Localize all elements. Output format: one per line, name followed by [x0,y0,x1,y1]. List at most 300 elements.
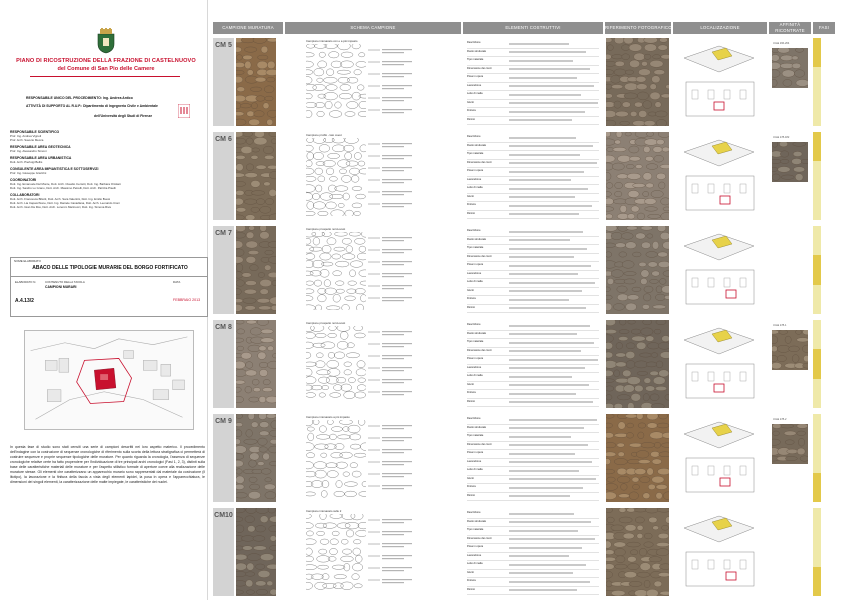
element-text-placeholder [509,367,585,369]
element-text-placeholder [509,282,595,284]
sample-row [213,132,843,220]
element-divider [467,278,599,279]
element-label: Lavorazione [467,177,482,181]
element-label: Lavorazione [467,553,482,557]
plan-subtitle: del Comune di San Pio delle Camere [57,66,155,72]
credit-title: RESPONSABILE SCIENTIFICO [10,130,60,134]
schema-drawing [306,420,366,498]
col-elementi: ELEMENTI COSTRUTTIVI [463,22,603,34]
element-divider [467,142,599,143]
credit-line: Prof. Ing. Giuseppe Grazzini [10,171,47,175]
element-label: Letto di malta [467,186,483,189]
sample-row [213,414,843,502]
schema-leader-notes [368,326,438,404]
element-divider [467,261,599,262]
element-text-placeholder [509,564,586,566]
element-divider [467,535,599,536]
element-divider [467,586,599,587]
element-label: Giunti [467,476,474,480]
content-label: CONTENUTO DELLA TAVOLA [45,280,85,284]
element-text-placeholder [509,513,574,515]
construction-elements [465,414,601,502]
element-label: Ruolo strutturale [467,519,487,523]
affinity-cell [770,226,810,314]
element-divider [467,449,599,450]
code-label: ELABORATO N. [15,280,37,284]
element-label: Posa in opera [467,545,484,548]
element-text-placeholder [509,154,580,156]
element-label: Letto di malta [467,562,483,565]
element-divider [467,441,599,442]
element-text-placeholder [509,205,592,207]
localization-drawing [674,414,767,502]
affinity-tag: Unità 166-264 [773,42,790,45]
element-divider [467,48,599,49]
element-label: Ricorsi [467,305,475,309]
element-text-placeholder [509,265,591,267]
element-label: Giunti [467,100,474,104]
affinity-tag: Unità 178-182 [773,136,790,139]
element-divider [467,526,599,527]
credit-title: CONSULENTE AREA IMPIANTISTICA E SOTTOSERVIZI [10,167,99,171]
sample-row [213,38,843,126]
element-text-placeholder [509,444,588,446]
sample-photo [236,320,276,408]
element-divider [467,201,599,202]
sample-label: CM 7 [213,226,234,314]
element-label: Lavorazione [467,365,482,369]
element-label: Ruolo strutturale [467,331,487,335]
localization-drawing [674,38,767,126]
element-divider [467,543,599,544]
sample-photo [236,508,276,596]
schema-title: Campione profilo - lato ovest [306,133,342,137]
col-localizzazione: LOCALIZZAZIONE [673,22,767,34]
element-divider [467,483,599,484]
phase-bar [813,414,821,502]
element-text-placeholder [509,547,582,549]
element-divider [467,338,599,339]
element-text-placeholder [509,179,571,181]
element-divider [467,398,599,399]
affinity-photo-image [772,424,808,464]
element-text-placeholder [509,384,589,386]
attivita-text: ATTIVITÀ DI SUPPORTO AL R.U.P.: Dipartimento di Ingegneria Civile e Ambientale [26,104,158,108]
element-divider [467,492,599,493]
element-text-placeholder [509,290,582,292]
element-divider [467,167,599,168]
credit-line: Prof. Ing. Andrea Vignoli [10,134,42,138]
element-label: Dimensione dei conci [467,442,492,446]
element-label: Giunti [467,382,474,386]
element-divider [467,312,599,313]
sample-schema [288,320,452,408]
affinity-tag: Unità 178-2 [773,418,787,421]
sample-row [213,508,843,596]
element-label: Dimensione dei conci [467,536,492,540]
masonry-photo-image [236,38,276,126]
affinity-cell [770,414,810,502]
element-divider [467,372,599,373]
element-divider [467,56,599,57]
element-divider [467,65,599,66]
element-label: Letto di malta [467,92,483,95]
schema-title: Campione prospetto nord-ovest [306,321,346,325]
date-label: DATA [173,280,181,284]
element-label: Finitura [467,391,476,394]
masonry-photo-image [236,414,276,502]
element-text-placeholder [509,248,587,250]
credit-title: COLLABORATORI [10,193,40,197]
affinity-cell [770,320,810,408]
sample-photo [236,414,276,502]
phase-fill [813,567,821,596]
element-text-placeholder [509,256,574,258]
phase-bar [813,226,821,314]
sample-photo [236,132,276,220]
element-label: Ruolo strutturale [467,425,487,429]
element-label: Lavorazione [467,459,482,463]
sample-photo [236,38,276,126]
phase-fill [813,132,821,161]
element-label: Tipo materiale [467,528,484,531]
element-label: Ricorsi [467,399,475,403]
schema-drawing [306,44,366,122]
university-logo-icon [178,104,190,118]
element-text-placeholder [509,342,594,344]
element-label: Dimensione dei conci [467,66,492,70]
element-text-placeholder [509,478,596,480]
element-divider [467,355,599,356]
sample-schema [288,226,452,314]
element-text-placeholder [509,102,598,104]
element-divider [467,270,599,271]
credit-line: Dott. Ing. Emanuele Del Monte, Dott. Arch. Claudio Cerretti, Dott. Ing. Barbara Ortolani [10,182,121,186]
element-divider [467,406,599,407]
element-divider [467,253,599,254]
element-text-placeholder [509,555,569,557]
element-text-placeholder [509,94,581,96]
element-label: Descrizione [467,41,481,44]
credits-block [10,130,121,209]
sample-photo [236,226,276,314]
col-affinita: AFFINITÀ RICONTRATE [769,22,811,34]
element-text-placeholder [509,213,579,215]
element-divider [467,424,599,425]
element-label: Giunti [467,288,474,292]
localization-drawing [674,508,767,596]
drawing-code: A.4.13/2 [15,298,34,304]
element-text-placeholder [509,68,590,70]
element-label: Tipo materiale [467,152,484,155]
reference-photo [606,38,669,126]
schema-title: Campione prospetto nord-ovest [306,227,346,231]
element-label: Descrizione [467,229,481,232]
element-text-placeholder [509,43,569,45]
reference-photo [606,414,669,502]
element-text-placeholder [509,419,597,421]
element-divider [467,107,599,108]
schema-leader-notes [368,232,438,310]
sample-label: CM 6 [213,132,234,220]
element-divider [467,569,599,570]
col-riferimento: RIFERIMENTO FOTOGRAFICO [605,22,671,34]
element-text-placeholder [509,307,586,309]
sample-row [213,226,843,314]
element-divider [467,218,599,219]
universita-text: dell'Università degli Studi di Firenze [94,114,153,118]
element-divider [467,304,599,305]
affinity-photo-image [772,330,808,370]
credit-line: Dott. Ing. Sandro Lo Grano, Dott. Arch. Massimo Petrelli, Dott. Arch. Patrizia Piselli [10,186,116,190]
element-text-placeholder [509,538,595,540]
element-text-placeholder [509,393,576,395]
credit-title: RESPONSABILE AREA URBANISTICA [10,156,72,160]
responsabile-text: RESPONSABILE UNICO DEL PROCEDIMENTO: Ing. Andrea Antico [26,96,133,100]
element-text-placeholder [509,427,584,429]
element-divider [467,184,599,185]
box-divider [11,276,207,277]
element-label: Finitura [467,203,476,206]
content-value: CAMPIONI MURARI [45,285,77,289]
table-header [213,22,843,34]
element-divider [467,577,599,578]
reference-photo-image [606,414,669,502]
element-text-placeholder [509,350,581,352]
element-label: Ruolo strutturale [467,143,487,147]
element-text-placeholder [509,77,577,79]
phase-bar [813,320,821,408]
element-divider [467,99,599,100]
element-text-placeholder [509,171,584,173]
localization-plan [674,226,767,314]
element-divider [467,236,599,237]
box-label: NOME ELABORATO [14,259,41,263]
col-fasi: FASI [813,22,835,34]
phase-fill [813,349,821,378]
affinity-cell [770,132,810,220]
element-divider [467,124,599,125]
localization-plan [674,38,767,126]
element-text-placeholder [509,376,572,378]
element-text-placeholder [509,85,594,87]
schema-drawing [306,514,366,592]
element-text-placeholder [509,145,593,147]
element-label: Tipo materiale [467,246,484,249]
schema-leader-notes [368,514,438,592]
construction-elements [465,38,601,126]
masonry-photo-image [236,226,276,314]
reference-photo-image [606,320,669,408]
element-label: Descrizione [467,323,481,326]
element-label: Lavorazione [467,271,482,275]
element-label: Finitura [467,579,476,582]
localization-plan [674,320,767,408]
element-text-placeholder [509,359,598,361]
element-label: Letto di malta [467,280,483,283]
phase-fill [813,255,821,284]
credit-line: Dott. Arch. Lia Capacchione, Dott. Ing. Daniele Castellana, Dott. Arch. Leonardo Cioni [10,201,120,205]
element-label: Finitura [467,297,476,300]
element-label: Dimensione dei conci [467,160,492,164]
credit-title: RESPONSABILE AREA GEOTECNICA [10,145,71,149]
element-divider [467,432,599,433]
element-text-placeholder [509,188,588,190]
credit-line: Dott. Arch. Francesca Biliotti, Dott. Arch. Sara Valentini, Dott. Ing. Emilio Buosi [10,197,111,201]
sample-label: CM 8 [213,320,234,408]
element-label: Dimensione dei conci [467,254,492,258]
element-text-placeholder [509,162,597,164]
element-label: Descrizione [467,417,481,420]
element-divider [467,82,599,83]
element-label: Ricorsi [467,117,475,121]
col-campione: CAMPIONE MURATURA [213,22,283,34]
localization-drawing [674,132,767,220]
col-schema: SCHEMA CAMPIONE [285,22,461,34]
element-divider [467,150,599,151]
element-text-placeholder [509,60,573,62]
element-text-placeholder [509,572,573,574]
element-text-placeholder [509,299,569,301]
sample-row [213,320,843,408]
element-text-placeholder [509,521,591,523]
element-divider [467,210,599,211]
element-divider [467,116,599,117]
reference-photo-image [606,132,669,220]
element-text-placeholder [509,453,575,455]
schema-drawing [306,232,366,310]
element-divider [467,475,599,476]
schema-leader-notes [368,138,438,216]
sample-schema [288,132,452,220]
title-divider [30,76,180,77]
intro-description: In questa fase di studio sono stati censiti una serie di campioni descritti nei loro aspetto materico. Il procedimento dell'indagine con la costruzione di sequenze cronologiche di riferimento sulla scorta della lettura stratigrafica ci permetterà di costruire sequenze e proprie sequenze tipologiche delle murature. Per quanto riguarda la cronologia, l'assenza di sequenze cronologiche relative certe ha fatto propendere per l'individuazione di tre principali archi cronologici (Fasi 1, 2, 3), distinti sulla base delle caratteristiche materiali delle murature e per l'aspetto stilistico formale di aperture coeve alla realizzazione delle murature stesse. Gli elementi che caratterizzano un apparecchio murario sono rappresentati dal materiale da costruzione (il litotipo), la lavorazione e la finitura della faccia a vista degli elementi lapidei, la posa in opera e l'apparecchiatura, le dimensioni dei singoli elementi, la caratterizzazione delle malte impiegate, le caratteristiche dei nuclei. [10,445,205,484]
element-divider [467,295,599,296]
element-text-placeholder [509,401,593,403]
schema-title: Campione intonacato con e a più impasto [306,39,358,43]
masonry-samples-table [213,0,850,600]
reference-photo-image [606,226,669,314]
credit-line: Dott. Arch. Gian Da Ros, Dott. Arch. Lorenzo Marinucci, Dott. Ing. Simona Riva [10,205,111,209]
abaco-title: ABACO DELLE TIPOLOGIE MURARIE DEL BORGO FORTIFICATO [32,265,188,271]
element-text-placeholder [509,239,570,241]
element-label: Posa in opera [467,169,484,172]
element-text-placeholder [509,325,590,327]
credit-line: Dott. Arch. Pierluigi Bellis [10,160,43,164]
masonry-photo-image [236,508,276,596]
localization-plan [674,508,767,596]
element-text-placeholder [509,530,578,532]
reference-photo-image [606,508,669,596]
element-divider [467,330,599,331]
element-label: Giunti [467,194,474,198]
element-divider [467,159,599,160]
affinity-photo-image [772,48,808,88]
element-label: Finitura [467,485,476,488]
element-text-placeholder [509,495,570,497]
phase-bar [813,132,821,220]
sample-label: CM10 [213,508,234,596]
element-label: Letto di malta [467,468,483,471]
element-label: Lavorazione [467,83,482,87]
phase-bar [813,508,821,596]
sample-schema [288,414,452,502]
element-text-placeholder [509,581,590,583]
sample-label: CM 9 [213,414,234,502]
element-divider [467,193,599,194]
element-label: Descrizione [467,135,481,138]
element-text-placeholder [509,111,585,113]
title-block-panel [0,0,208,600]
localization-plan [674,414,767,502]
schema-title: Campione intonacato sulle 2 [306,509,342,513]
plan-title: PIANO DI RICOSTRUZIONE DELLA FRAZIONE DI CASTELNUOVO [16,58,196,64]
element-divider [467,594,599,595]
reference-photo [606,508,669,596]
element-label: Posa in opera [467,75,484,78]
element-text-placeholder [509,436,571,438]
element-label: Ruolo strutturale [467,237,487,241]
drawing-title-box [10,257,208,317]
element-divider [467,500,599,501]
element-divider [467,73,599,74]
reference-photo [606,132,669,220]
element-divider [467,347,599,348]
construction-elements [465,320,601,408]
element-label: Posa in opera [467,263,484,266]
construction-elements [465,508,601,596]
element-text-placeholder [509,51,586,53]
sample-label: CM 5 [213,38,234,126]
schema-title: Campione intonacato a più impasto [306,415,350,419]
element-divider [467,90,599,91]
element-divider [467,364,599,365]
element-divider [467,287,599,288]
element-divider [467,466,599,467]
drawing-date: FEBBRAIO 2013 [173,298,201,302]
element-text-placeholder [509,487,583,489]
reference-photo-image [606,38,669,126]
affinity-cell [770,508,810,596]
construction-elements [465,132,601,220]
affinity-cell [770,38,810,126]
element-divider [467,560,599,561]
element-label: Dimensione dei conci [467,348,492,352]
element-divider [467,389,599,390]
element-label: Ricorsi [467,493,475,497]
element-text-placeholder [509,273,578,275]
element-label: Finitura [467,109,476,112]
element-label: Ricorsi [467,587,475,591]
localization-drawing [674,226,767,314]
credit-line: Prof. Arch. Saverio Mecca [10,138,44,142]
reference-photo [606,226,669,314]
element-text-placeholder [509,137,576,139]
element-divider [467,552,599,553]
masonry-photo-image [236,320,276,408]
element-label: Letto di malta [467,374,483,377]
element-text-placeholder [509,196,575,198]
element-divider [467,381,599,382]
element-label: Posa in opera [467,451,484,454]
site-plan-map [24,330,194,430]
credit-line: Prof. Ing. Alessandro Simoni [10,149,47,153]
reference-photo [606,320,669,408]
phase-fill [813,473,821,502]
localization-plan [674,132,767,220]
schema-leader-notes [368,420,438,498]
element-divider [467,244,599,245]
